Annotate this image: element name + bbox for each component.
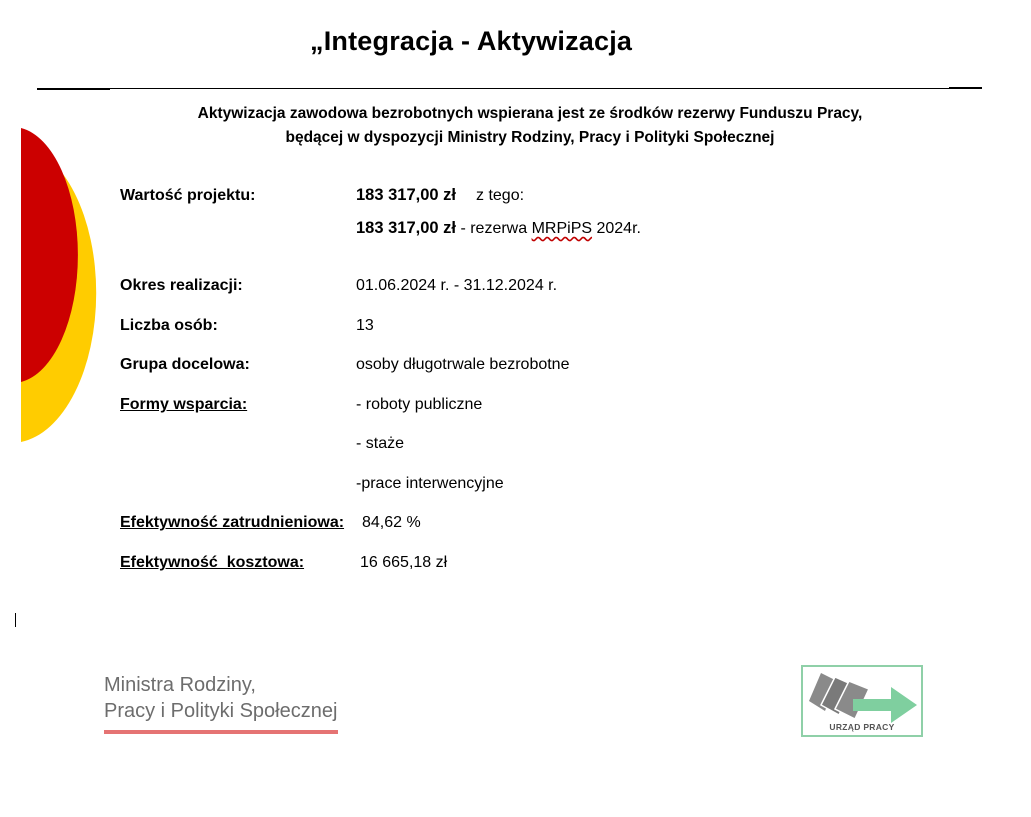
target-group-label: Grupa docelowa: (120, 356, 250, 373)
reserve-amount: 183 317,00 zł (356, 219, 456, 237)
cost-effectiveness-value: 16 665,18 zł (360, 554, 448, 571)
header-rule (37, 88, 982, 89)
page-title: „Integracja - Aktywizacja (310, 26, 633, 56)
labour-office-logo (801, 665, 923, 737)
period-value: 01.06.2024 r. - 31.12.2024 r. (356, 277, 558, 294)
reserve-text-prefix: - rezerwa (456, 220, 532, 237)
employment-effectiveness-label: Efektywność zatrudnieniowa: (120, 514, 345, 531)
ministry-logo-bar (104, 730, 338, 734)
project-value-reserve (356, 219, 641, 238)
labour-office-text: URZĄD PRACY (829, 722, 895, 732)
text-cursor (15, 613, 16, 627)
support-form-item: -prace interwencyjne (356, 475, 504, 492)
funding-statement-line2: będącej w dyspozycji Ministry Rodziny, Pracy i Polityki Społecznej (285, 129, 775, 146)
ministry-logo-line2: Pracy i Polityki Społecznej (104, 700, 338, 722)
project-value-total: 183 317,00 zł (356, 186, 456, 204)
period-label: Okres realizacji: (120, 277, 243, 294)
project-value (356, 186, 524, 205)
ministry-logo-line1: Ministra Rodziny, (104, 674, 256, 696)
funding-statement (100, 102, 960, 150)
target-group-value: osoby długotrwale bezrobotne (356, 356, 570, 373)
support-forms-label: Formy wsparcia: (120, 396, 248, 413)
cost-effectiveness-label: Efektywność kosztowa: (120, 554, 305, 571)
people-count-label: Liczba osób: (120, 317, 218, 334)
header-rule-left (37, 88, 110, 90)
project-value-label: Wartość projektu: (120, 187, 256, 204)
employment-effectiveness-value: 84,62 % (362, 514, 421, 531)
reserve-text-suffix: 2024r. (592, 220, 641, 237)
project-value-of-which: z tego: (476, 187, 525, 204)
funding-statement-line1: Aktywizacja zawodowa bezrobotnych wspierana jest ze środków rezerwy Funduszu Pracy, (197, 105, 863, 122)
support-form-item: - roboty publiczne (356, 396, 483, 413)
support-form-item: - staże (356, 435, 405, 452)
labour-office-emblem-icon (803, 667, 921, 723)
header-rule-right (949, 87, 982, 89)
ministry-logo (104, 672, 338, 734)
people-count-value: 13 (356, 317, 374, 334)
decorative-semicircles (0, 110, 110, 450)
reserve-abbr: MRPiPS (531, 220, 593, 237)
